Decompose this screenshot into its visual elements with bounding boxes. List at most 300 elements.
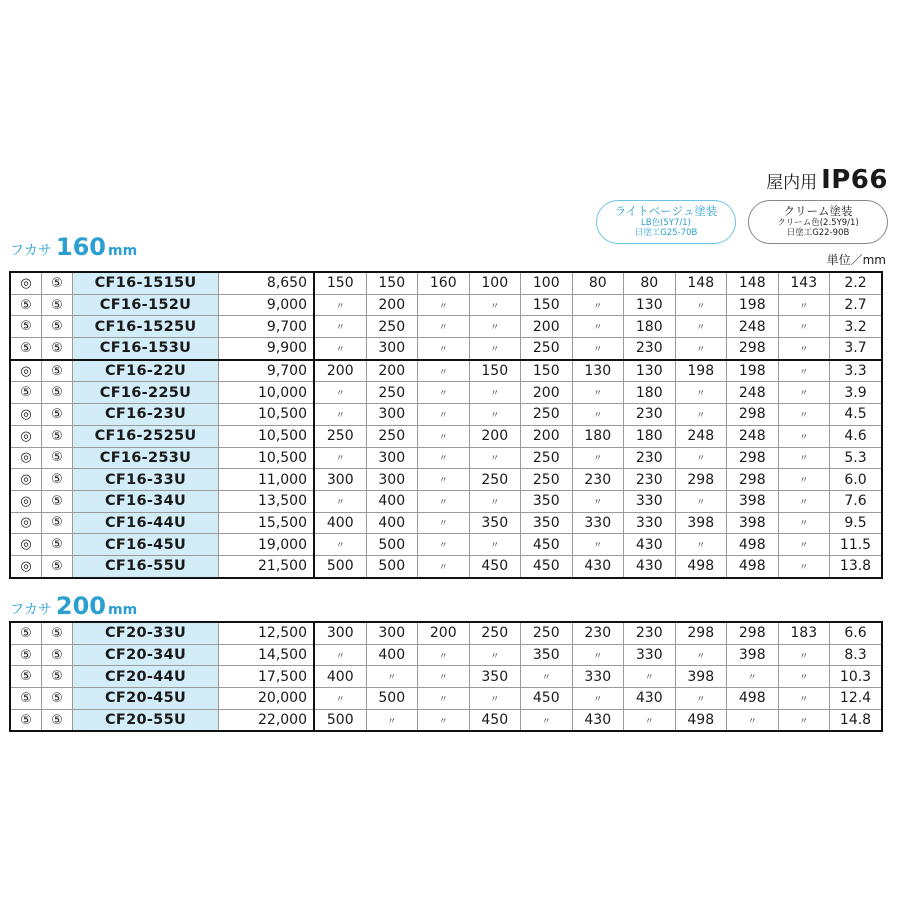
dim-e-cell: 250 [521, 404, 573, 426]
weight-cell: 11.5 [830, 534, 883, 556]
dim-d-cell: 200 [469, 425, 521, 447]
dim-e-cell: 350 [521, 644, 573, 666]
dim-f-cell: 330 [572, 512, 624, 534]
dim-f-cell: 230 [572, 622, 624, 644]
price-cell: 11,000 [219, 469, 315, 491]
dim-b-cell: 300 [366, 622, 418, 644]
weight-cell: 6.0 [830, 469, 883, 491]
dim-d-cell: 〃 [469, 688, 521, 710]
delivery-mark-cell: ⑤ [42, 360, 73, 382]
dim-c-cell: 〃 [418, 534, 470, 556]
dim-i-cell: 248 [727, 425, 779, 447]
table-row [10, 404, 882, 426]
dim-h-cell: 148 [675, 272, 727, 294]
stock-mark-cell: ⑤ [10, 644, 42, 666]
dim-j-cell: 183 [778, 622, 830, 644]
dim-a-cell: 300 [314, 469, 366, 491]
dim-h-cell: 〃 [675, 447, 727, 469]
dim-d-cell: 〃 [469, 644, 521, 666]
dim-b-cell: 300 [366, 338, 418, 360]
dim-g-cell: 180 [624, 425, 676, 447]
dim-d-cell: 250 [469, 469, 521, 491]
dim-f-cell: 〃 [572, 316, 624, 338]
dim-c-cell: 〃 [418, 469, 470, 491]
dim-b-cell: 300 [366, 447, 418, 469]
delivery-mark-cell: ⑤ [42, 555, 73, 577]
delivery-mark-cell: ⑤ [42, 534, 73, 556]
delivery-mark-cell: ⑤ [42, 688, 73, 710]
dim-h-cell: 398 [675, 512, 727, 534]
price-cell: 12,500 [219, 622, 315, 644]
dim-d-cell: 〃 [469, 404, 521, 426]
stock-mark-cell: ◎ [10, 447, 42, 469]
cream-paint-label [748, 200, 888, 244]
dim-e-cell: 250 [521, 622, 573, 644]
weight-cell: 7.6 [830, 490, 883, 512]
dim-c-cell: 〃 [418, 404, 470, 426]
depth-prefix: フカサ [10, 243, 52, 259]
dim-g-cell: 230 [624, 338, 676, 360]
dim-h-cell: 498 [675, 709, 727, 731]
table-row [10, 447, 882, 469]
dim-h-cell: 〃 [675, 644, 727, 666]
pill-sub2: 日塗工G22-90B [786, 228, 850, 238]
dim-j-cell: 〃 [778, 338, 830, 360]
delivery-mark-cell: ⑤ [42, 447, 73, 469]
delivery-mark-cell: ⑤ [42, 666, 73, 688]
dim-f-cell: 〃 [572, 490, 624, 512]
price-cell: 8,650 [219, 272, 315, 294]
dim-b-cell: 400 [366, 644, 418, 666]
dim-f-cell: 430 [572, 709, 624, 731]
dim-a-cell: 500 [314, 709, 366, 731]
table-row [10, 666, 882, 688]
pill-title: クリーム塗装 [783, 204, 853, 218]
delivery-mark-cell: ⑤ [42, 382, 73, 404]
stock-mark-cell: ⑤ [10, 666, 42, 688]
dim-f-cell: 230 [572, 469, 624, 491]
dim-h-cell: 〃 [675, 688, 727, 710]
dim-d-cell: 〃 [469, 338, 521, 360]
depth-number: 160 [55, 233, 106, 261]
dim-f-cell: 〃 [572, 534, 624, 556]
dim-h-cell: 〃 [675, 382, 727, 404]
stock-mark-cell: ⑤ [10, 709, 42, 731]
weight-cell: 14.8 [830, 709, 883, 731]
depth-number: 200 [55, 592, 106, 620]
dim-j-cell: 〃 [778, 688, 830, 710]
dim-j-cell: 〃 [778, 360, 830, 382]
dim-e-cell: 200 [521, 316, 573, 338]
dim-a-cell: 〃 [314, 688, 366, 710]
dim-j-cell: 〃 [778, 490, 830, 512]
dim-a-cell: 〃 [314, 490, 366, 512]
dim-c-cell: 〃 [418, 447, 470, 469]
dim-a-cell: 〃 [314, 447, 366, 469]
model-number-cell: CF16-22U [73, 360, 219, 382]
dim-c-cell: 160 [418, 272, 470, 294]
dim-e-cell: 250 [521, 447, 573, 469]
dim-b-cell: 500 [366, 688, 418, 710]
model-number-cell: CF20-34U [73, 644, 219, 666]
dim-a-cell: 〃 [314, 404, 366, 426]
dim-c-cell: 〃 [418, 644, 470, 666]
weight-cell: 13.8 [830, 555, 883, 577]
dim-i-cell: 298 [727, 404, 779, 426]
dim-d-cell: 100 [469, 272, 521, 294]
stock-mark-cell: ⑤ [10, 382, 42, 404]
depth-prefix: フカサ [10, 602, 52, 618]
price-cell: 21,500 [219, 555, 315, 577]
model-number-cell: CF16-1525U [73, 316, 219, 338]
dim-d-cell: 450 [469, 555, 521, 577]
dim-a-cell: 150 [314, 272, 366, 294]
dim-b-cell: 500 [366, 534, 418, 556]
dim-g-cell: 330 [624, 490, 676, 512]
weight-cell: 5.3 [830, 447, 883, 469]
dim-e-cell: 100 [521, 272, 573, 294]
dim-b-cell: 250 [366, 382, 418, 404]
model-number-cell: CF16-44U [73, 512, 219, 534]
price-cell: 9,700 [219, 360, 315, 382]
weight-cell: 3.2 [830, 316, 883, 338]
model-number-cell: CF16-55U [73, 555, 219, 577]
dim-h-cell: 〃 [675, 338, 727, 360]
dim-a-cell: 〃 [314, 644, 366, 666]
weight-cell: 4.5 [830, 404, 883, 426]
dim-d-cell: 450 [469, 709, 521, 731]
dim-a-cell: 500 [314, 555, 366, 577]
depth-200-label [10, 592, 137, 620]
delivery-mark-cell: ⑤ [42, 404, 73, 426]
rating-value: IP66 [821, 165, 888, 195]
delivery-mark-cell: ⑤ [42, 469, 73, 491]
depth-unit: mm [107, 602, 138, 618]
dim-c-cell: 〃 [418, 294, 470, 316]
model-number-cell: CF20-33U [73, 622, 219, 644]
dim-i-cell: 148 [727, 272, 779, 294]
dim-c-cell: 〃 [418, 382, 470, 404]
table-row [10, 338, 882, 360]
spec-table-200 [9, 621, 883, 732]
table-row [10, 425, 882, 447]
dim-f-cell: 〃 [572, 644, 624, 666]
dim-a-cell: 400 [314, 512, 366, 534]
dim-f-cell: 〃 [572, 688, 624, 710]
dim-a-cell: 300 [314, 622, 366, 644]
stock-mark-cell: ◎ [10, 555, 42, 577]
dim-j-cell: 〃 [778, 294, 830, 316]
table-row [10, 272, 882, 294]
table-row [10, 644, 882, 666]
table-row [10, 622, 882, 644]
table-row [10, 688, 882, 710]
table-row [10, 512, 882, 534]
dim-f-cell: 180 [572, 425, 624, 447]
price-cell: 10,000 [219, 382, 315, 404]
delivery-mark-cell: ⑤ [42, 512, 73, 534]
price-cell: 20,000 [219, 688, 315, 710]
dim-f-cell: 130 [572, 360, 624, 382]
dim-b-cell: 500 [366, 555, 418, 577]
dim-d-cell: 〃 [469, 316, 521, 338]
dim-f-cell: 〃 [572, 338, 624, 360]
delivery-mark-cell: ⑤ [42, 622, 73, 644]
dim-b-cell: 200 [366, 294, 418, 316]
stock-mark-cell: ⑤ [10, 622, 42, 644]
pill-sub1: クリーム色(2.5Y9/1) [777, 218, 859, 228]
stock-mark-cell: ⑤ [10, 338, 42, 360]
dim-j-cell: 〃 [778, 382, 830, 404]
price-cell: 14,500 [219, 644, 315, 666]
stock-mark-cell: ⑤ [10, 294, 42, 316]
price-cell: 19,000 [219, 534, 315, 556]
dim-e-cell: 200 [521, 382, 573, 404]
dim-g-cell: 230 [624, 404, 676, 426]
dim-i-cell: 298 [727, 622, 779, 644]
dim-d-cell: 350 [469, 512, 521, 534]
stock-mark-cell: ◎ [10, 404, 42, 426]
dim-i-cell: 〃 [727, 666, 779, 688]
delivery-mark-cell: ⑤ [42, 425, 73, 447]
delivery-mark-cell: ⑤ [42, 644, 73, 666]
stock-mark-cell: ◎ [10, 512, 42, 534]
weight-cell: 2.7 [830, 294, 883, 316]
dim-j-cell: 〃 [778, 666, 830, 688]
table-row [10, 709, 882, 731]
dim-e-cell: 450 [521, 534, 573, 556]
pill-sub2: 日塗工G25-70B [634, 228, 698, 238]
weight-cell: 9.5 [830, 512, 883, 534]
weight-cell: 10.3 [830, 666, 883, 688]
delivery-mark-cell: ⑤ [42, 338, 73, 360]
dim-h-cell: 398 [675, 666, 727, 688]
price-cell: 10,500 [219, 404, 315, 426]
dim-g-cell: 330 [624, 644, 676, 666]
stock-mark-cell: ◎ [10, 360, 42, 382]
dim-i-cell: 248 [727, 382, 779, 404]
stock-mark-cell: ◎ [10, 490, 42, 512]
table-row [10, 534, 882, 556]
dim-j-cell: 〃 [778, 534, 830, 556]
model-number-cell: CF16-2525U [73, 425, 219, 447]
weight-cell: 8.3 [830, 644, 883, 666]
dim-i-cell: 198 [727, 360, 779, 382]
delivery-mark-cell: ⑤ [42, 709, 73, 731]
dim-d-cell: 〃 [469, 534, 521, 556]
dim-e-cell: 450 [521, 555, 573, 577]
dim-e-cell: 350 [521, 490, 573, 512]
stock-mark-cell: ⑤ [10, 316, 42, 338]
weight-cell: 3.7 [830, 338, 883, 360]
dim-b-cell: 400 [366, 512, 418, 534]
table-row [10, 469, 882, 491]
dim-e-cell: 350 [521, 512, 573, 534]
weight-cell: 4.6 [830, 425, 883, 447]
dim-i-cell: 398 [727, 490, 779, 512]
dim-c-cell: 〃 [418, 338, 470, 360]
weight-cell: 3.3 [830, 360, 883, 382]
table-row [10, 382, 882, 404]
dim-e-cell: 〃 [521, 709, 573, 731]
dim-a-cell: 250 [314, 425, 366, 447]
dim-a-cell: 〃 [314, 294, 366, 316]
dim-a-cell: 〃 [314, 534, 366, 556]
dim-d-cell: 〃 [469, 447, 521, 469]
dim-f-cell: 430 [572, 555, 624, 577]
dim-f-cell: 〃 [572, 447, 624, 469]
dim-f-cell: 330 [572, 666, 624, 688]
model-number-cell: CF20-45U [73, 688, 219, 710]
dim-i-cell: 498 [727, 534, 779, 556]
table-row [10, 555, 882, 577]
dim-d-cell: 150 [469, 360, 521, 382]
price-cell: 10,500 [219, 425, 315, 447]
dim-c-cell: 〃 [418, 490, 470, 512]
weight-cell: 12.4 [830, 688, 883, 710]
delivery-mark-cell: ⑤ [42, 490, 73, 512]
dim-b-cell: 250 [366, 316, 418, 338]
weight-cell: 2.2 [830, 272, 883, 294]
stock-mark-cell: ◎ [10, 469, 42, 491]
dim-a-cell: 〃 [314, 316, 366, 338]
dim-b-cell: 〃 [366, 709, 418, 731]
weight-cell: 6.6 [830, 622, 883, 644]
dim-g-cell: 〃 [624, 709, 676, 731]
dim-d-cell: 350 [469, 666, 521, 688]
depth-unit: mm [107, 243, 138, 259]
dim-j-cell: 〃 [778, 316, 830, 338]
stock-mark-cell: ⑤ [10, 688, 42, 710]
stock-mark-cell: ◎ [10, 272, 42, 294]
dim-g-cell: 130 [624, 294, 676, 316]
dim-d-cell: 〃 [469, 294, 521, 316]
price-cell: 13,500 [219, 490, 315, 512]
dim-g-cell: 430 [624, 534, 676, 556]
pill-sub1: LB色(5Y7/1) [641, 218, 691, 228]
dim-j-cell: 〃 [778, 709, 830, 731]
dim-i-cell: 498 [727, 688, 779, 710]
dim-e-cell: 〃 [521, 666, 573, 688]
dim-c-cell: 200 [418, 622, 470, 644]
model-number-cell: CF16-45U [73, 534, 219, 556]
table-row [10, 316, 882, 338]
model-number-cell: CF20-55U [73, 709, 219, 731]
dim-j-cell: 〃 [778, 404, 830, 426]
model-number-cell: CF16-33U [73, 469, 219, 491]
dim-g-cell: 430 [624, 688, 676, 710]
delivery-mark-cell: ⑤ [42, 272, 73, 294]
model-number-cell: CF20-44U [73, 666, 219, 688]
dim-c-cell: 〃 [418, 666, 470, 688]
dim-g-cell: 230 [624, 622, 676, 644]
dim-h-cell: 〃 [675, 316, 727, 338]
dim-a-cell: 〃 [314, 338, 366, 360]
dim-g-cell: 230 [624, 447, 676, 469]
dim-b-cell: 250 [366, 425, 418, 447]
dim-g-cell: 180 [624, 316, 676, 338]
dim-j-cell: 〃 [778, 644, 830, 666]
dim-c-cell: 〃 [418, 512, 470, 534]
model-number-cell: CF16-253U [73, 447, 219, 469]
dim-i-cell: 〃 [727, 709, 779, 731]
dim-e-cell: 150 [521, 360, 573, 382]
dim-b-cell: 150 [366, 272, 418, 294]
dim-h-cell: 〃 [675, 490, 727, 512]
dim-g-cell: 330 [624, 512, 676, 534]
dim-d-cell: 〃 [469, 382, 521, 404]
dim-c-cell: 〃 [418, 688, 470, 710]
rating-prefix: 屋内用 [766, 173, 818, 193]
model-number-cell: CF16-34U [73, 490, 219, 512]
dim-h-cell: 298 [675, 469, 727, 491]
dim-g-cell: 80 [624, 272, 676, 294]
model-number-cell: CF16-152U [73, 294, 219, 316]
model-number-cell: CF16-225U [73, 382, 219, 404]
dim-j-cell: 〃 [778, 447, 830, 469]
weight-cell: 3.9 [830, 382, 883, 404]
table-row [10, 490, 882, 512]
dim-b-cell: 300 [366, 404, 418, 426]
dim-f-cell: 〃 [572, 404, 624, 426]
dim-e-cell: 450 [521, 688, 573, 710]
light-beige-paint-label [596, 200, 736, 244]
dim-a-cell: 400 [314, 666, 366, 688]
price-cell: 15,500 [219, 512, 315, 534]
model-number-cell: CF16-153U [73, 338, 219, 360]
dim-h-cell: 198 [675, 360, 727, 382]
dim-a-cell: 〃 [314, 382, 366, 404]
dim-f-cell: 〃 [572, 382, 624, 404]
dim-i-cell: 298 [727, 447, 779, 469]
dim-e-cell: 250 [521, 469, 573, 491]
dim-b-cell: 〃 [366, 666, 418, 688]
dim-j-cell: 〃 [778, 469, 830, 491]
delivery-mark-cell: ⑤ [42, 294, 73, 316]
dim-e-cell: 150 [521, 294, 573, 316]
dim-i-cell: 398 [727, 512, 779, 534]
dim-j-cell: 〃 [778, 555, 830, 577]
price-cell: 9,900 [219, 338, 315, 360]
price-cell: 22,000 [219, 709, 315, 731]
dim-d-cell: 〃 [469, 490, 521, 512]
stock-mark-cell: ◎ [10, 534, 42, 556]
dim-c-cell: 〃 [418, 425, 470, 447]
price-cell: 17,500 [219, 666, 315, 688]
dim-i-cell: 498 [727, 555, 779, 577]
depth-160-label [10, 233, 137, 261]
dim-g-cell: 230 [624, 469, 676, 491]
dim-h-cell: 〃 [675, 294, 727, 316]
dim-j-cell: 〃 [778, 512, 830, 534]
delivery-mark-cell: ⑤ [42, 316, 73, 338]
dim-h-cell: 498 [675, 555, 727, 577]
dim-b-cell: 200 [366, 360, 418, 382]
table-row [10, 360, 882, 382]
dim-f-cell: 80 [572, 272, 624, 294]
price-cell: 10,500 [219, 447, 315, 469]
dim-c-cell: 〃 [418, 316, 470, 338]
dim-h-cell: 248 [675, 425, 727, 447]
dim-i-cell: 298 [727, 469, 779, 491]
dim-a-cell: 200 [314, 360, 366, 382]
dim-c-cell: 〃 [418, 709, 470, 731]
dim-h-cell: 298 [675, 622, 727, 644]
dim-c-cell: 〃 [418, 360, 470, 382]
dim-j-cell: 143 [778, 272, 830, 294]
dim-e-cell: 250 [521, 338, 573, 360]
ip-rating-badge [766, 165, 888, 195]
